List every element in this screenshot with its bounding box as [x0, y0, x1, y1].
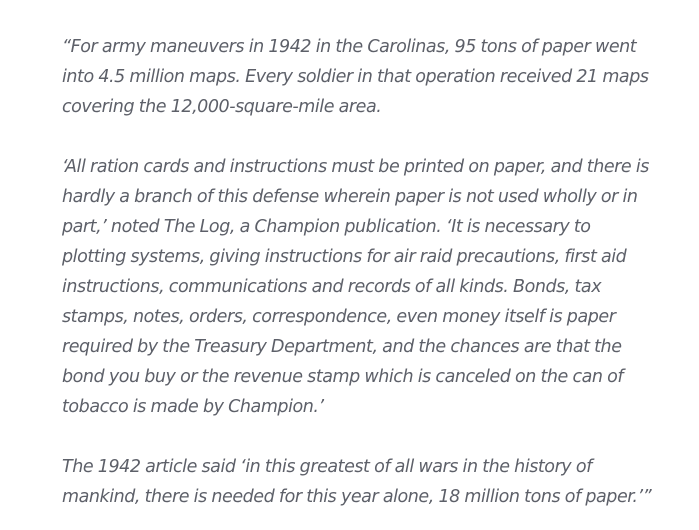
- quote-paragraph-the-log: ‘All ration cards and instructions must be printed on paper, and there is hardly a branch of this defense wherein paper is not used wholly or in part,’ noted The Log, a Champion publication. ‘It is necessary to plotting systems, giving instructions for air raid precautions, first aid instructions, communications and records of all kinds. Bonds, tax stamps, notes, orders, correspondence, even money itself is paper required by the Treasury Department, and the chances are that the bond you buy or the revenue stamp which is canceled on the can of tobacco is made by Champion.’: [62, 157, 649, 417]
- quote-paragraph-1942-article: The 1942 article said ‘in this greatest of all wars in the history of mankind, there is needed for this year alone, 18 million tons of paper.’”: [62, 457, 652, 507]
- blockquote: [62, 32, 652, 512]
- quote-paragraph-maps: “For army maneuvers in 1942 in the Carolinas, 95 tons of paper went into 4.5 million maps. Every soldier in that operation received 21 maps covering the 12,000-square-mile area.: [62, 37, 649, 117]
